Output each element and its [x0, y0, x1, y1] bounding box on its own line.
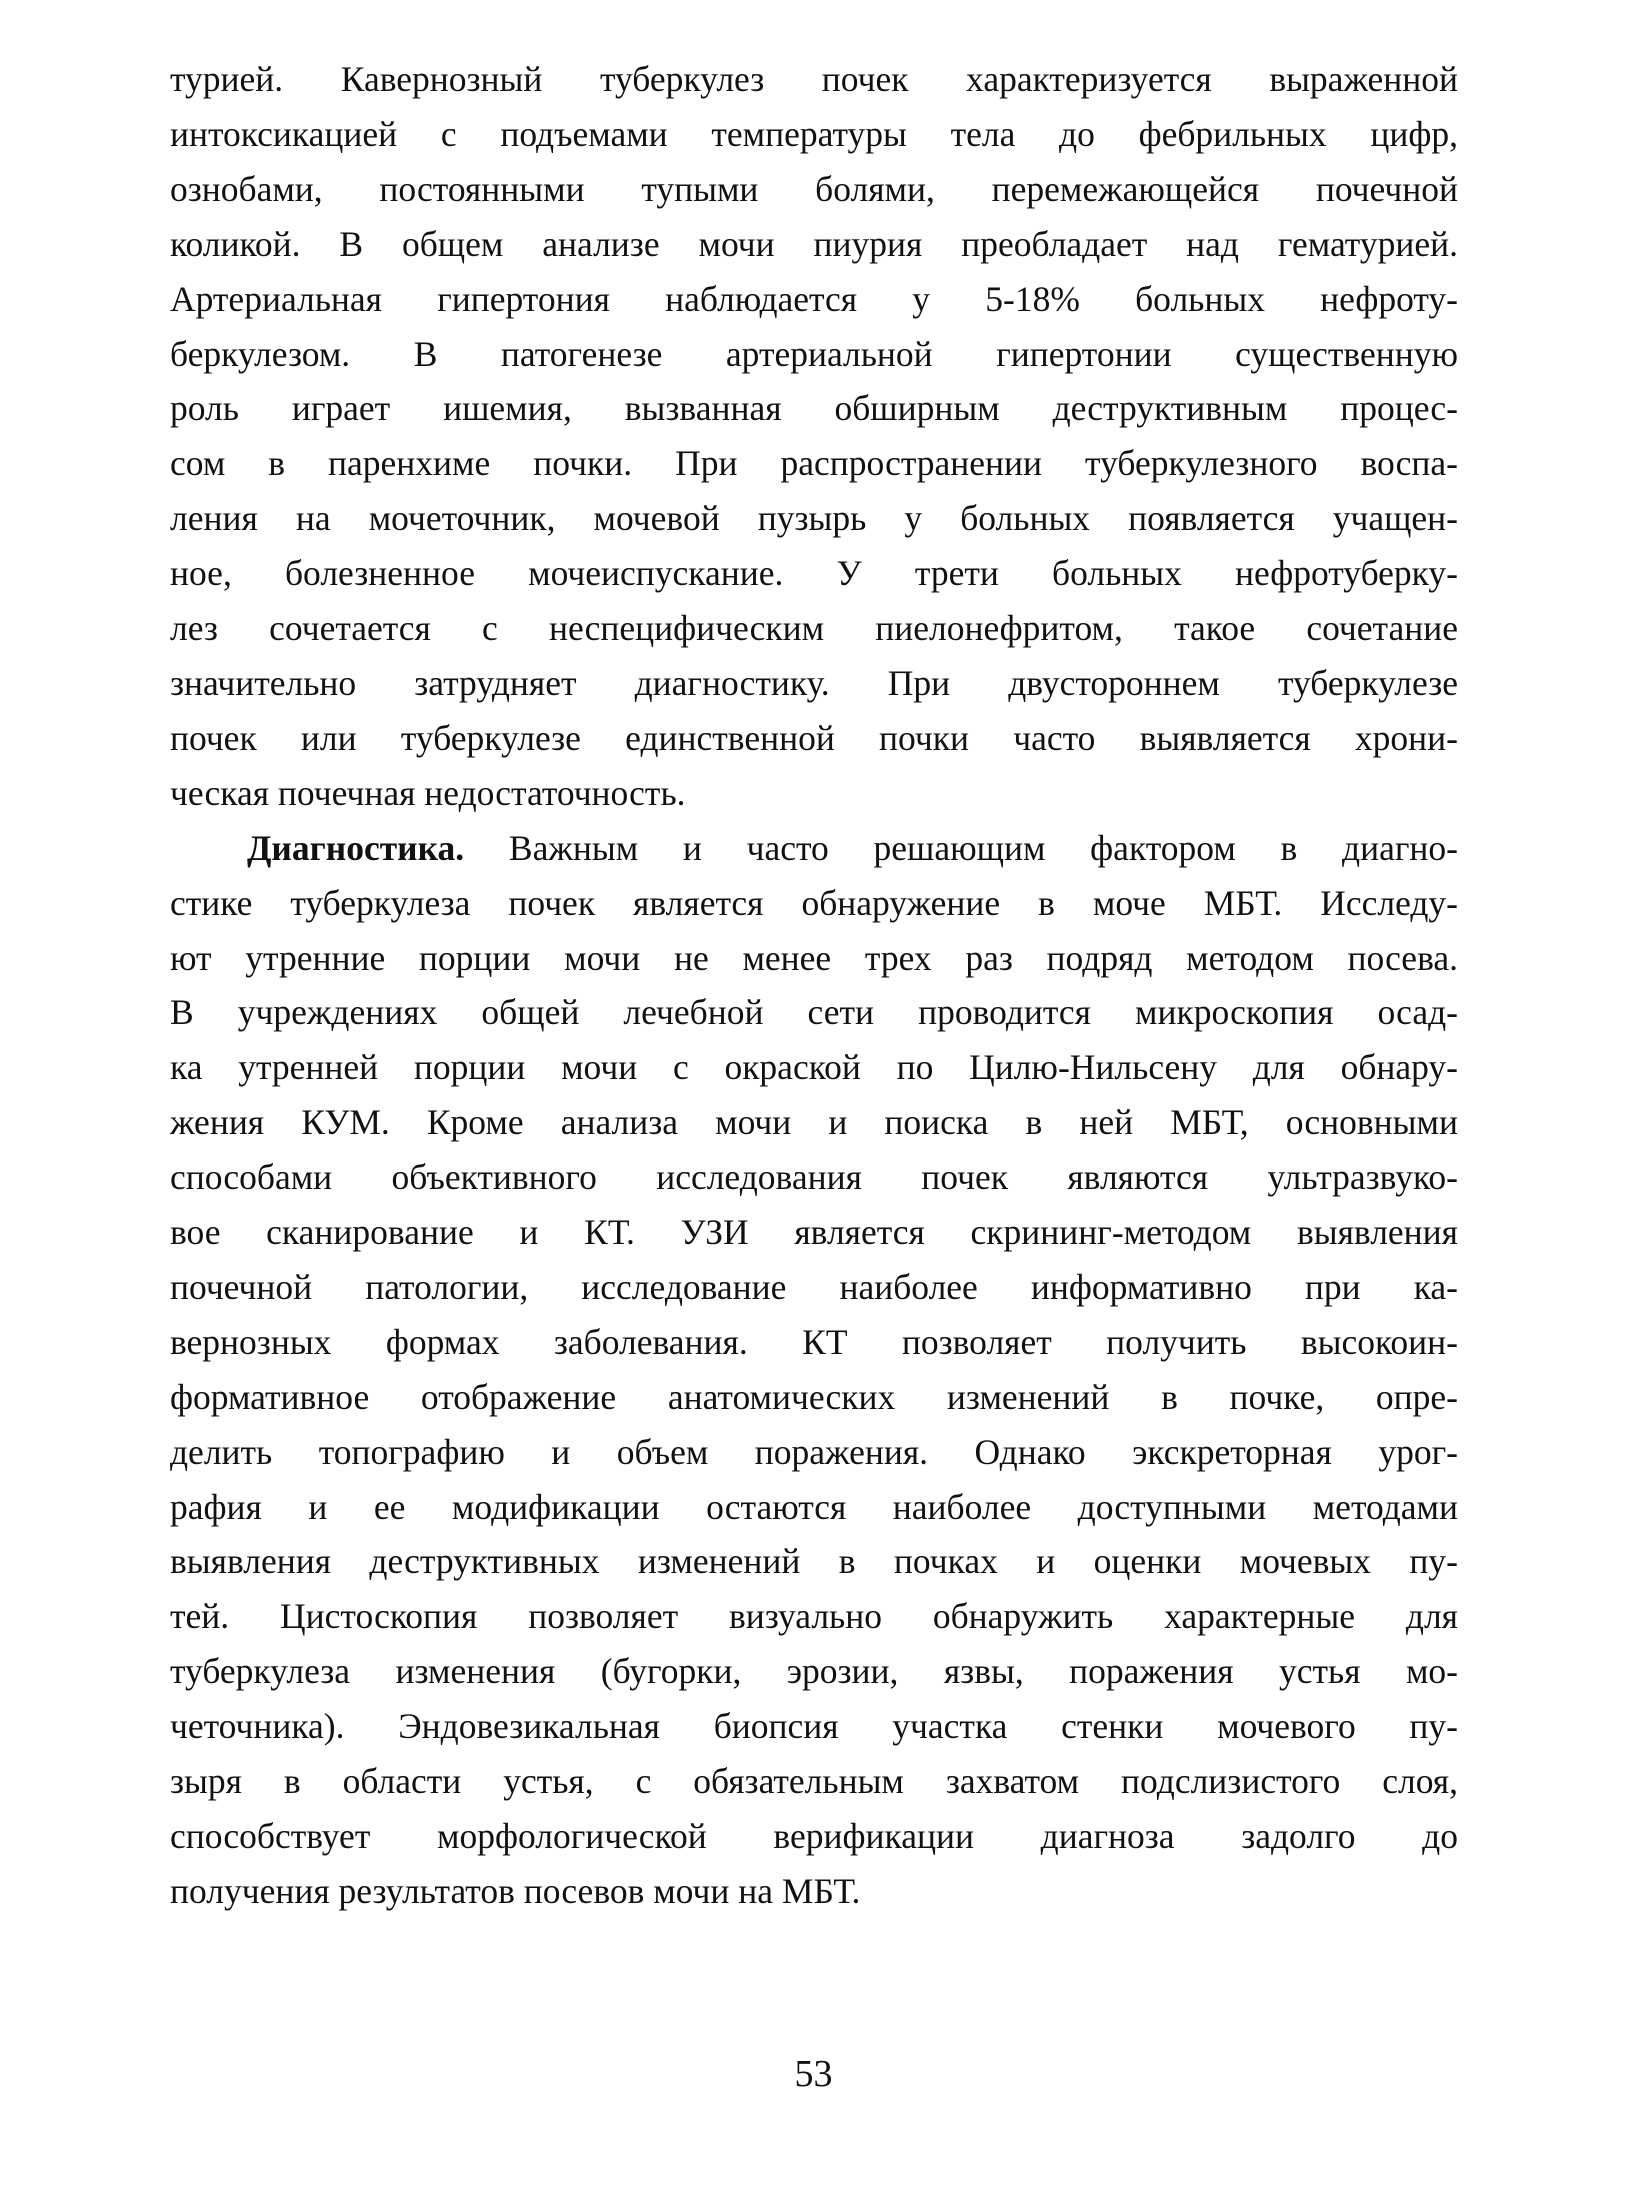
- text-line: лез сочетается с неспецифическим пиелонефритом, такое сочетание: [170, 608, 1458, 649]
- text-line: зыря в области устья, с обязательным захватом подслизистого слоя,: [170, 1761, 1458, 1802]
- text-line: значительно затрудняет диагностику. При двустороннем туберкулезе: [170, 662, 1458, 703]
- text-line-rest: Важным и часто решающим фактором в диагно-: [464, 827, 1458, 868]
- text-line: турией. Кавернозный туберкулез почек характеризуется выраженной: [170, 59, 1458, 99]
- text-line: беркулезом. В патогенезе артериальной гипертонии существенную: [170, 333, 1458, 374]
- text-line: способами объективного исследования почек являются ультразвуко-: [170, 1157, 1458, 1198]
- text-line: тей. Цистоскопия позволяет визуально обнаружить характерные для: [170, 1596, 1458, 1637]
- text-line: способствует морфологической верификации диагноза задолго до: [170, 1816, 1458, 1856]
- text-line: ка утренней порции мочи с окраской по Цилю-Нильсену для обнару-: [170, 1047, 1458, 1088]
- text-line: ознобами, постоянными тупыми болями, перемежающейся почечной: [170, 168, 1458, 209]
- text-line: коликой. В общем анализе мочи пиурия преобладает над гематурией.: [170, 223, 1458, 264]
- text-line: ления на мочеточник, мочевой пузырь у больных появляется учащен-: [170, 498, 1458, 539]
- text-line: ное, болезненное мочеиспускание. У трети больных нефротуберку-: [170, 553, 1458, 594]
- text-line: туберкулеза изменения (бугорки, эрозии, язвы, поражения устья мо-: [170, 1651, 1458, 1692]
- text-line: В учреждениях общей лечебной сети проводится микроскопия осад-: [170, 992, 1458, 1033]
- text-line: [170, 821, 1458, 876]
- text-line: почек или туберкулезе единственной почки часто выявляется хрони-: [170, 717, 1458, 758]
- text-line: почечной патологии, исследование наиболее информативно при ка-: [170, 1266, 1458, 1307]
- text-line: ют утренние порции мочи не менее трех раз подряд методом посева.: [170, 937, 1458, 978]
- text-line: Артериальная гипертония наблюдается у 5-18% больных нефроту-: [170, 278, 1458, 319]
- section-heading-diagnostics: Диагностика.: [247, 827, 465, 868]
- text-line: стике туберкулеза почек является обнаружение в моче МБТ. Исследу-: [170, 882, 1458, 923]
- text-line: рафия и ее модификации остаются наиболее доступными методами: [170, 1486, 1458, 1527]
- text-line: интоксикацией с подъемами температуры тела до фебрильных цифр,: [170, 113, 1458, 154]
- text-line: вое сканирование и КТ. УЗИ является скрининг-методом выявления: [170, 1212, 1458, 1253]
- text-line: делить топографию и объем поражения. Однако экскреторная урог-: [170, 1431, 1458, 1472]
- page-number: 53: [794, 2053, 833, 2095]
- text-line: роль играет ишемия, вызванная обширным деструктивным процес-: [170, 388, 1458, 429]
- text-line: формативное отображение анатомических изменений в почке, опре-: [170, 1376, 1458, 1417]
- text-line: получения результатов посевов мочи на МБТ.: [170, 1870, 861, 1911]
- text-line: вернозных формах заболевания. КТ позволяет получить высокоин-: [170, 1321, 1458, 1362]
- text-line: жения КУМ. Кроме анализа мочи и поиска в ней МБТ, основными: [170, 1102, 1458, 1143]
- text-line: сом в паренхиме почки. При распространении туберкулезного воспа-: [170, 443, 1458, 484]
- text-line: ческая почечная недостаточность.: [170, 772, 686, 813]
- paragraph-symptoms: [170, 52, 1458, 821]
- body-text: [170, 52, 1458, 1919]
- text-line: четочника). Эндовезикальная биопсия участка стенки мочевого пу-: [170, 1706, 1458, 1747]
- paragraph-diagnostics: [170, 821, 1458, 1919]
- text-line: выявления деструктивных изменений в почках и оценки мочевых пу-: [170, 1541, 1458, 1582]
